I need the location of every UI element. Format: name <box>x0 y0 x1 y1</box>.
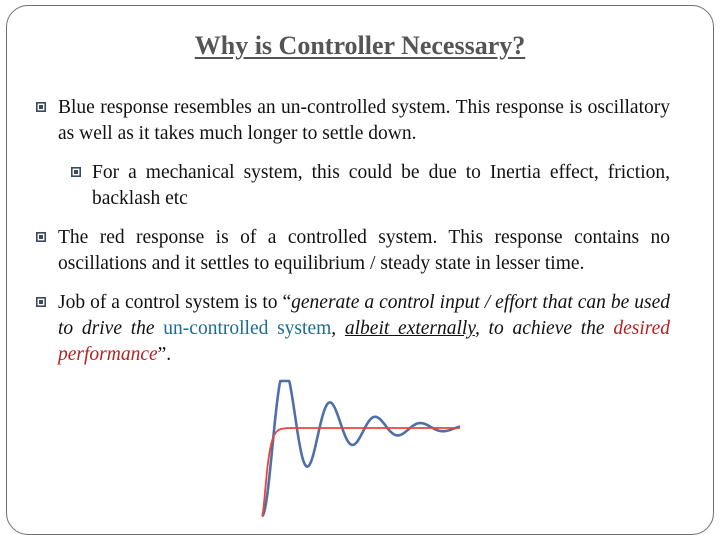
bullet-square-icon <box>36 297 46 307</box>
bullet-3-desired-term: desired performance <box>58 318 671 365</box>
bullet-3-part1: Job of a control system is to “ <box>58 292 292 313</box>
bullet-3-part6: , to achieve the <box>474 318 614 339</box>
bullet-1-text: Blue response resembles an un-controlled system. This response is oscillatory as well as it takes much longer to settle down. <box>58 97 670 144</box>
bullet-square-icon <box>36 102 46 112</box>
bullet-2 <box>58 225 670 277</box>
slide-title: Why is Controller Necessary? <box>194 31 526 60</box>
bullet-3-externally-term: albeit externally <box>344 318 475 339</box>
bullet-3-uncontrolled-term: un-controlled system <box>163 318 332 339</box>
bullet-3 <box>58 290 670 368</box>
uncontrolled-response-curve <box>262 381 460 516</box>
bullet-square-icon <box>36 232 46 242</box>
bullet-3-part4: , <box>331 318 345 339</box>
bullet-2-text: The red response is of a controlled system. This response contains no oscillations and it settles to equilibrium / steady state in lesser time. <box>58 227 670 274</box>
bullet-square-icon <box>71 167 81 177</box>
bullet-3-part8: ”. <box>157 344 172 365</box>
bullet-1 <box>58 95 670 147</box>
bullet-1-sub <box>92 160 670 212</box>
response-plot <box>240 378 468 520</box>
controlled-response-curve <box>262 428 460 516</box>
bullet-1-sub-text: For a mechanical system, this could be due to Inertia effect, friction, backlash etc <box>92 162 670 209</box>
bullet-3-part2: generate a control input / effort that can be used to drive the <box>58 292 671 339</box>
